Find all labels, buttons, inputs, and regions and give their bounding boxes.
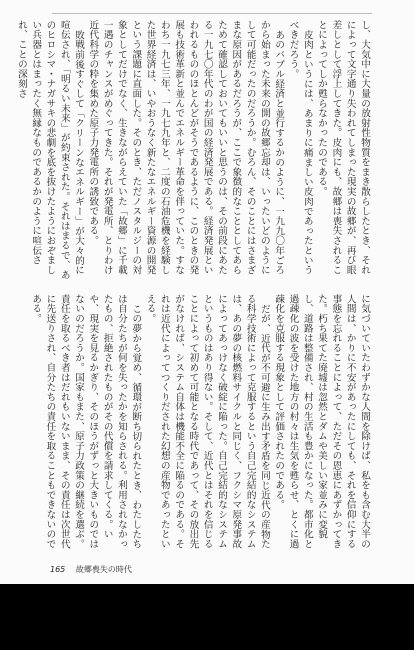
text-block-top [15,20,371,282]
paragraph: に気づいていたわずかな人間を除けば、私をも含む大半の人間は、かりに不安があったにしても、それを信仰にする事態を忘れることによって、ただその恩恵にあずかってきた。朽ち果てた廃墟は忽然とダムや美しい家並みに変貌し、道路は整備され、村の生活も豊かになった。都市化と過疎化の波を受けた地方の村々は生気を甦らせ、とくに過疎化を克服する現象として評価されたのである。 [273,294,370,549]
paragraph: あのバブル経済と並行するかのように、一九九〇年ごろから始まった未来の開の故郷忘却は、いったいどのようにして可能だったのだろうか。むろん、そのことにはさまざまな原因があるだろうが、ここで象徴的なこととしてあらためて確認しておいてもいいと思うのは、その前段にあたる一九七〇年代のわが国の経済発展である。経済発展といわれるもののほとんどがそうであるように、このときの発展も技術革新と並んでエネルギー革命を伴っていた。すなわち一九七三年、一九七九年と、二度の石油危機を経験した世界経済は、いやおうなく新たなエネルギー資源の開発という課題に直面した。そのとき、ただノスタルジーの対象としてだけでなく、生きながらえていた「故郷」に千載一遇のチャンスがめぐってきた。それが発電所、とりわけ近代科学の粋を集めた原子力発電所の誘致である。 [87,20,285,275]
paragraph: 皮肉というには、あまりに痛ましい皮肉であったというべきだろう。 [287,20,313,275]
header-rule [52,13,372,14]
page-number: 165 [50,565,66,574]
paragraph: し、大気中に大量の放射性物質をまき散らしたとき、それによって文字通り失われてしまった現実の故郷が、再び眼差しとして浮上してきた。皮肉にも、故郷は喪失されることによってしか甦らなかったのである。 [316,20,370,275]
paragraph: 敗戦前後すぐして「クリーンなエネルギー」が大々的に喧伝され、「明るい未来」が約束された。それはまるで、あのヒロシマ・ナガサキの悲劇を底を抜けたようにおぞましい兵器とはまったく無縁なものであるかのように喧伝され、ことの深刻さ [15,20,85,280]
text-block-bottom [30,294,371,556]
paragraph: この夢から覚め、循環が断ち切られたとき、わたしたちは自分たちが何を失ったかを知らされる。利用されなかったもの、拒絶されたものがその代償を請求してくる。いや、現実を見るかぎり、そのほうがずっと大きいものではないのだろうか。国家もまた、原子力政策の継続を選ぶ。責任を取るべき者はだれもいないまま、その責任は次世代に先送りされ、自分たちの責任を取ることもできないのである。 [30,294,142,549]
page-footer [50,564,140,575]
paragraph: だが、近代が不可避に生み出す矛盾を同じ近代の産物たる科学技術によって克服するという自己完結的なシステムは、あの夢の核燃料サイクルと同じく、フクシマ原発事故によってあっけなく破綻に陥った。自己完結的なシステムというものはあり得ない。そして、近代とはそれを信じることによって初めて可能となる時代であって、その放出先がなければ、システム自体は機能不全に陥るのである。それは近代によってつくりだされた幻想の産物であったといえる。 [144,294,270,549]
running-title: 故郷喪失の時代 [75,565,132,574]
